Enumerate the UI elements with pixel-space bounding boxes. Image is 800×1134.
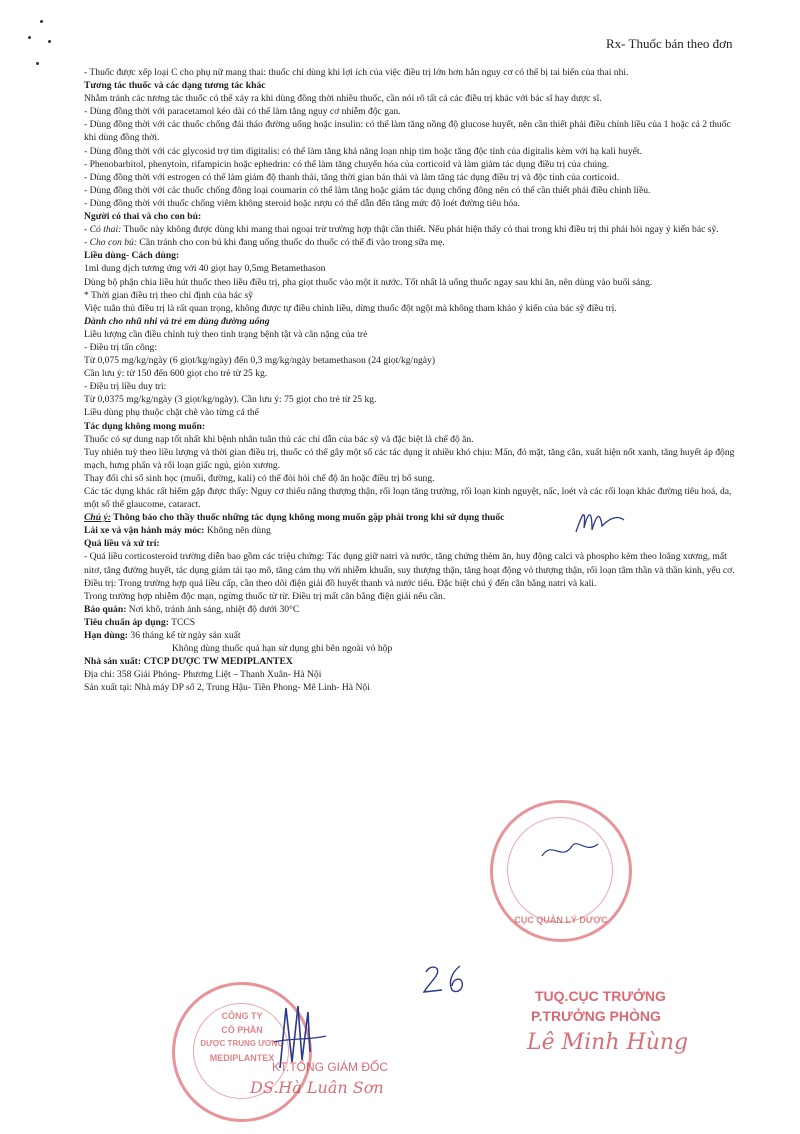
section-heading-standard: Tiêu chuẩn áp dụng: — [84, 616, 169, 628]
inline-text: Nơi khô, tránh ánh sáng, nhiệt độ dưới 30°C — [126, 603, 300, 615]
inline-text: Không nên dùng — [204, 525, 271, 537]
handwritten-note — [420, 962, 480, 996]
paragraph: - Điều trị liều duy trì: — [84, 381, 167, 393]
section-heading-expiry: Hạn dùng: — [84, 630, 128, 642]
manufacturer-heading: Nhà sản xuất: CTCP DƯỢC TW MEDIPLANTEX — [84, 656, 293, 668]
section-heading-infants: Dành cho nhũ nhi và trẻ em dùng đường uống — [84, 315, 270, 327]
rx-label: Rx- Thuốc bán theo đơn — [606, 36, 733, 51]
agency-seal — [490, 800, 632, 942]
paragraph: Cần lưu ý: từ 150 đến 600 giọt cho trẻ từ 25 kg. — [84, 368, 268, 380]
inline-label: - Cho con bú: — [84, 237, 138, 249]
paragraph: Nhằm tránh các tương tác thuốc có thể xảy ra khi dùng đồng thời nhiều thuốc, cần nói rõ tất cả các điều trị khác với bác sĩ hay dược sĩ. — [84, 93, 602, 105]
paragraph: Không dùng thuốc quá hạn sử dụng ghi bên ngoài vỏ hộp — [172, 643, 393, 655]
paragraph — [84, 629, 744, 642]
note-text: Thông báo cho thầy thuốc những tác dụng không mong muốn gặp phải trong khi sử dụng thuốc — [110, 512, 505, 524]
company-seal-line: CÔNG TY — [221, 1011, 263, 1021]
approval-signer-name: Lê Minh Hùng — [527, 1030, 689, 1055]
section-heading-pregnancy: Người có thai và cho con bú: — [84, 211, 202, 223]
paragraph: * Thời gian điều trị theo chỉ định của bác sỹ — [84, 289, 254, 301]
scan-marks — [22, 18, 62, 78]
note-paragraph — [84, 511, 744, 524]
paragraph — [84, 616, 744, 629]
paragraph: Thay đổi chỉ số sinh học (muối, đường, kali) có thể đòi hỏi chế độ ăn hoặc điều trị bổ sung. — [84, 472, 435, 484]
paragraph: Dùng bộ phận chia liều hút thuốc theo liều điều trị, pha giọt thuốc vào một ít nước. Tốt nhất là uống thuốc ngay sau khi ăn, nên dùng vào buổi sáng. — [84, 276, 653, 288]
section-heading-adverse: Tác dụng không mong muốn: — [84, 420, 206, 432]
company-signer-title: KT.TỔNG GIÁM ĐỐC — [272, 1060, 389, 1074]
paragraph: - Dùng đồng thời với estrogen có thể làm giảm độ thanh thải, tăng thời gian bán thải và làm tăng tác dụng điều trị và độc tính của corticoid. — [84, 171, 620, 183]
paragraph — [84, 223, 744, 236]
section-heading-driving: Lái xe và vận hành máy móc: — [84, 525, 205, 537]
paragraph: Các tác dụng khác rất hiếm gặp được thấy: Nguy cơ thiểu năng thượng thận, rối loạn tăng trưởng, rối loạn kinh nguyệt, nấc, loét và các rối loạn khác đường tiêu hoá, da, một số thể glaucome, cataract. — [84, 486, 732, 511]
inline-text: Cần tránh cho con bú khi đang uống thuốc do thuốc có thể đi vào trong sữa mẹ. — [137, 237, 445, 249]
inline-text: TCCS — [168, 616, 196, 628]
paragraph: - Phenobarbitol, phenytoin, rifampicin hoặc ephedrin: có thể làm tăng chuyển hóa của corticoid và làm giảm tác dụng điều trị của chúng. — [84, 158, 610, 170]
paragraph: Việc tuân thủ điều trị là rất quan trọng, không được tự điều chỉnh liều, dừng thuốc đột ngột mà không tham khảo ý kiến của bác sỹ điều trị. — [84, 302, 617, 314]
paragraph: - Dùng đồng thời với các thuốc chống đái tháo đường uống hoặc insulin: có thể làm tăng nồng độ glucose huyết, nên cần thiết phải điều chỉnh liều của 1 hoặc cả 2 thuốc khi dùng đồng thời. — [84, 119, 731, 144]
paragraph — [84, 524, 744, 537]
section-heading-dosage: Liều dùng- Cách dùng: — [84, 250, 180, 262]
inline-text: Thuốc này không được dùng khi mang thai ngoại trừ trường hợp thật cần thiết. Nếu phát hiện thấy có thai trong khi điều trị thì phải hỏi ngay ý kiến bác sỹ. — [121, 224, 719, 236]
paragraph: Thuốc có sự dung nạp tốt nhất khi bệnh nhân tuân thủ các chỉ dẫn của bác sỹ và đặc biệt là chế độ ăn. — [84, 433, 474, 445]
paragraph: Từ 0,0375 mg/kg/ngày (3 giọt/kg/ngày). Cần lưu ý: 75 giọt cho trẻ từ 25 kg. — [84, 394, 377, 406]
paragraph: Từ 0,075 mg/kg/ngày (6 giọt/kg/ngày) đến 0,3 mg/kg/ngày betamethason (24 giọt/kg/ngày) — [84, 355, 436, 367]
paragraph: - Quá liều corticosteroid trường diễn bao gồm các triệu chứng: Tác dụng giữ natri và nước, tăng chứng thèm ăn, huy động calci và phospho kèm theo loãng xương, mất nitơ, tăng đường huyết, tác dụng giảm tái tạo mô, tăng cảm thụ với nhiễm khuẩn, suy thượng thận, tăng hoạt động vỏ thượng thận, rối loạn tâm thần và thần kinh, yếu cơ. — [84, 551, 735, 576]
approval-initial-signature — [540, 836, 600, 866]
paragraph: Sản xuất tại: Nhà máy DP số 2, Trung Hậu- Tiền Phong- Mê Linh- Hà Nội — [84, 682, 370, 694]
company-seal-line: MEDIPLANTEX — [209, 1053, 275, 1063]
inline-label: - Có thai: — [84, 224, 122, 236]
note-label: Chú ý: — [84, 512, 111, 524]
paragraph — [84, 603, 744, 616]
company-seal-line: DƯỢC TRUNG ƯƠNG — [200, 1039, 284, 1048]
company-seal-line: CỔ PHẦN — [221, 1025, 263, 1035]
company-signer-name: DS.Hà Luân Sơn — [250, 1078, 384, 1097]
paragraph: - Dùng đồng thời với các glycosid trợ tim digitalis: có thể làm tăng khả năng loạn nhịp tim hoặc tăng độc tính của digitalis kèm với hạ kali huyết. — [84, 145, 642, 157]
approval-line-2: P.TRƯỞNG PHÒNG — [531, 1008, 661, 1024]
paragraph: - Dùng đồng thời với thuốc chống viêm không steroid hoặc rượu có thể dẫn đến tăng mức độ loét đường tiêu hóa. — [84, 197, 520, 209]
paragraph: - Điều trị tấn công: — [84, 341, 157, 353]
section-heading-overdose: Quá liều và xử trí: — [84, 538, 160, 550]
inline-text: 36 tháng kể từ ngày sản xuất — [128, 630, 241, 642]
paragraph: 1ml dung dịch tương ứng với 40 giọt hay 0,5mg Betamethason — [84, 263, 326, 275]
paragraph: Địa chỉ: 358 Giải Phóng- Phương Liệt – Thanh Xuân- Hà Nội — [84, 669, 322, 681]
approval-line-1: TUQ.CỤC TRƯỞNG — [535, 988, 666, 1004]
reviewer-initial-signature — [572, 502, 642, 542]
paragraph — [84, 236, 744, 249]
section-heading-interaction: Tương tác thuốc và các dạng tương tác khác — [84, 80, 266, 92]
paragraph: Điều trị: Trong trường hợp quá liều cấp, cần theo dõi điện giải đồ huyết thanh và nước tiểu. Đặc biệt chú ý đến cân bằng natri và kali. — [84, 577, 597, 589]
paragraph: Trong trường hợp nhiễm độc mạn, ngừng thuốc từ từ. Điều trị mất cân bằng điện giải nếu cần. — [84, 590, 446, 602]
paragraph: Liều dùng phụ thuộc chặt chẽ vào từng cá thể — [84, 407, 259, 419]
leaflet-body — [84, 66, 744, 695]
section-heading-storage: Bảo quản: — [84, 603, 127, 615]
paragraph: - Dùng đồng thời với paracetamol kéo dài có thể làm tăng nguy cơ nhiễm độc gan. — [84, 106, 401, 118]
paragraph: - Dùng đồng thời với các thuốc chống đông loại coumarin có thể làm tăng hoặc giảm tác dụng chống đông nên có thể cần thiết phải điều chỉnh liều. — [84, 184, 651, 196]
paragraph: Liều lượng cần điều chỉnh tuỳ theo tình trạng bệnh tật và cân nặng của trẻ — [84, 328, 368, 340]
agency-seal-text: CỤC QUẢN LÝ DƯỢC — [514, 915, 608, 925]
paragraph: Tuy nhiên tuỳ theo liều lượng và thời gian điều trị, thuốc có thể gây một số các tác dụng ít nhiều khó chịu: Mẩn, đỏ mặt, tăng cân, xuất hiện nốt xanh, tăng huyết áp động mạch, hưng phấn và rối loạn giấc ngủ, giòn xương. — [84, 446, 735, 471]
paragraph: - Thuốc được xếp loại C cho phụ nữ mang thai: thuốc chỉ dùng khi lợi ích của việc điều trị lớn hơn hẳn nguy cơ có thể bị tai biến của thai nhi. — [84, 67, 629, 78]
